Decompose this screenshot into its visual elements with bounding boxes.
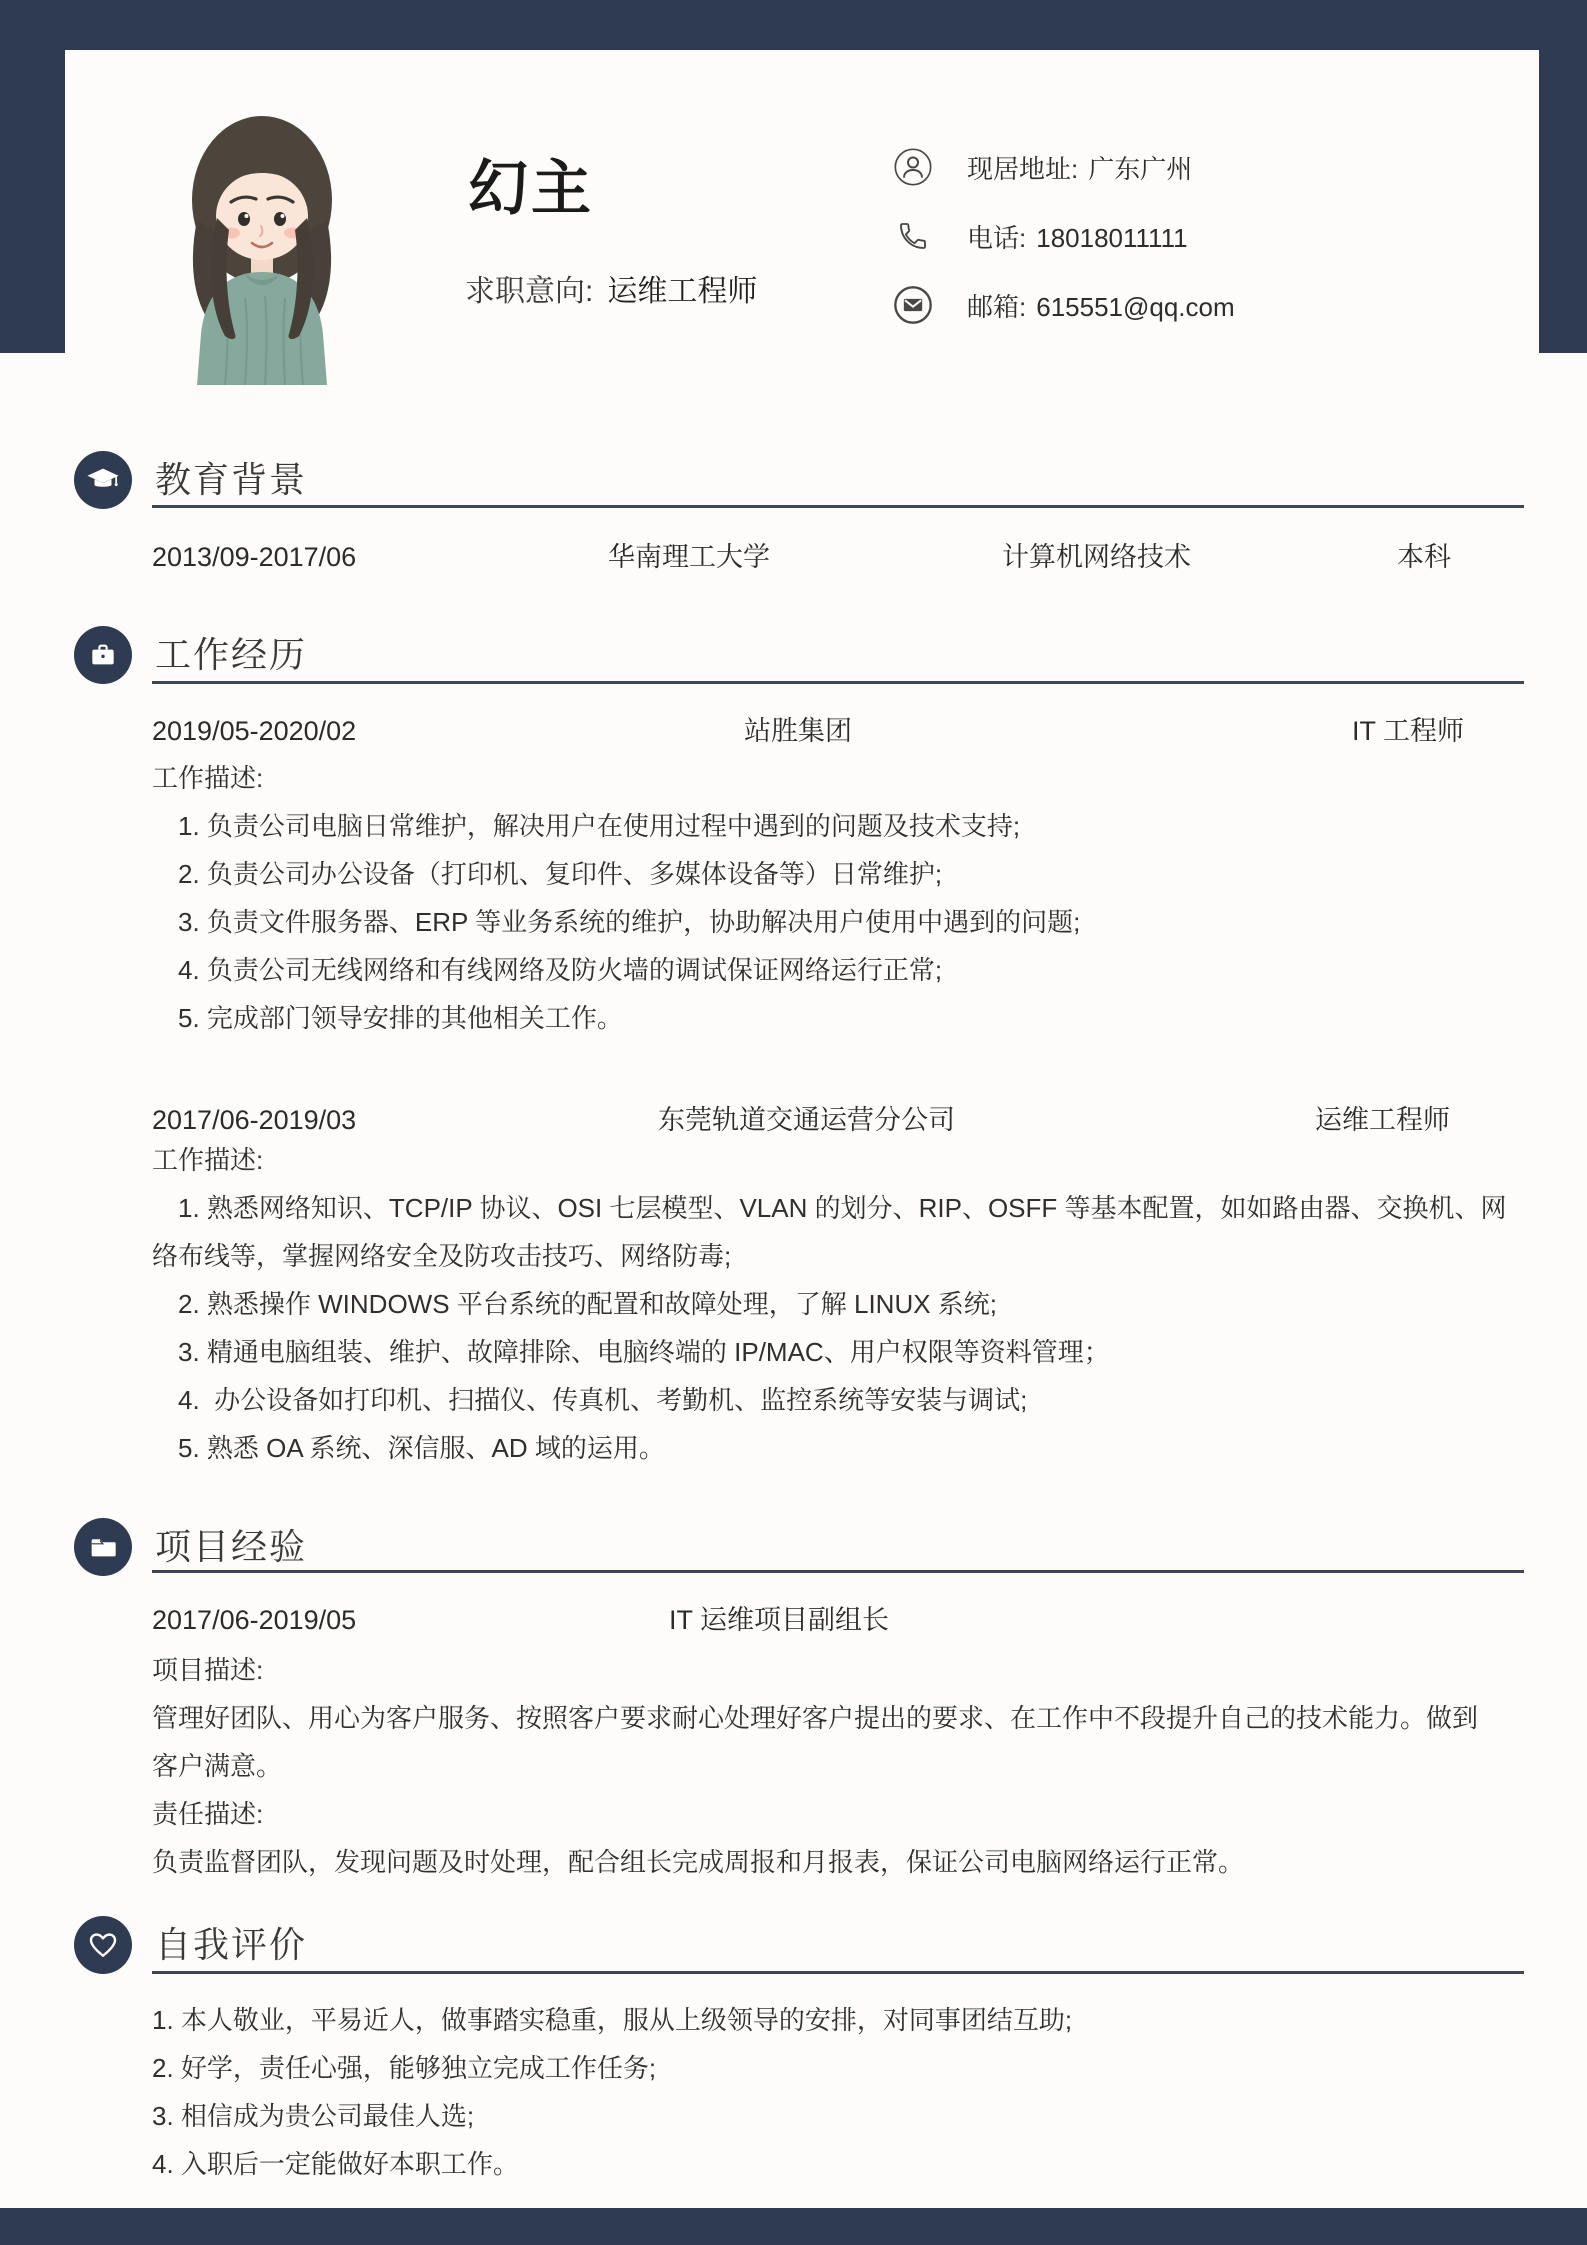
self-eval-divider bbox=[152, 1971, 1524, 1974]
briefcase-icon bbox=[87, 639, 119, 671]
avatar bbox=[167, 100, 357, 385]
list-item: 5. 完成部门领导安排的其他相关工作。 bbox=[178, 1003, 623, 1033]
work-divider bbox=[152, 681, 1524, 684]
email-value: 615551@qq.com bbox=[1036, 291, 1235, 322]
education-section-icon bbox=[74, 451, 132, 509]
work-entry-1-header bbox=[152, 717, 1524, 745]
work-entry-2-header bbox=[152, 1106, 1524, 1134]
work-section-title: 工作经历 bbox=[155, 634, 308, 675]
list-item: 4. 负责公司无线网络和有线网络及防火墙的调试保证网络运行正常; bbox=[178, 955, 943, 985]
education-divider bbox=[152, 505, 1524, 508]
work-entry-2-body bbox=[152, 1136, 1524, 1472]
list-item: 1. 本人敬业，平易近人，做事踏实稳重，服从上级领导的安排，对同事团结互助; bbox=[152, 2005, 1073, 2035]
email-text bbox=[967, 287, 1235, 324]
phone-label: 电话: bbox=[967, 222, 1027, 253]
graduation-cap-icon bbox=[86, 463, 120, 497]
list-item: 3. 相信成为贵公司最佳人选; bbox=[152, 2101, 475, 2131]
education-degree: 本科 bbox=[1397, 542, 1451, 572]
job-intention-label: 求职意向: bbox=[465, 275, 594, 308]
job-intention bbox=[465, 272, 757, 312]
list-item: 3. 精通电脑组装、维护、故障排除、电脑终端的 IP/MAC、用户权限等资料管理； bbox=[178, 1337, 1110, 1367]
list-item: 1. 负责公司电脑日常维护，解决用户在使用过程中遇到的问题及技术支持; bbox=[178, 811, 1021, 841]
avatar-illustration bbox=[167, 100, 357, 385]
project-section-title: 项目经验 bbox=[155, 1526, 308, 1567]
education-major: 计算机网络技术 bbox=[1002, 542, 1191, 572]
contact-row-email bbox=[893, 285, 1453, 325]
work-entry-1-desc-label: 工作描述: bbox=[152, 763, 264, 793]
project-body bbox=[152, 1646, 1524, 1886]
top-band bbox=[0, 0, 1587, 50]
phone-value: 18018011111 bbox=[1036, 222, 1188, 253]
self-eval-section-title: 自我评价 bbox=[155, 1924, 308, 1965]
work-entry-1-role: IT 工程师 bbox=[1352, 716, 1465, 746]
project-resp-label: 责任描述: bbox=[152, 1799, 264, 1829]
list-item: 2. 好学，责任心强，能够独立完成工作任务; bbox=[152, 2053, 657, 2083]
project-divider bbox=[152, 1570, 1524, 1573]
work-entry-1-company: 站胜集团 bbox=[744, 716, 852, 746]
work-entry-2-period: 2017/06-2019/03 bbox=[152, 1105, 357, 1135]
project-desc-label: 项目描述: bbox=[152, 1655, 264, 1685]
contact-row-address bbox=[893, 147, 1453, 187]
list-item: 1. 熟悉网络知识、TCP/IP 协议、OSI 七层模型、VLAN 的划分、RIP、OSFF 等基本配置，如如路由器、交换机、网络布线等，掌握网络安全及防攻击技巧、网络防毒; bbox=[152, 1193, 1507, 1271]
heart-icon bbox=[87, 1929, 119, 1961]
folder-icon bbox=[87, 1531, 119, 1563]
top-left-corner-block bbox=[0, 0, 65, 353]
list-item: 5. 熟悉 OA 系统、深信服、AD 域的运用。 bbox=[178, 1433, 665, 1463]
project-entry-header bbox=[152, 1606, 1524, 1634]
top-right-corner-block bbox=[1539, 0, 1587, 353]
phone-icon bbox=[893, 216, 933, 256]
project-role: IT 运维项目副组长 bbox=[669, 1605, 890, 1635]
list-item: 3. 负责文件服务器、ERP 等业务系统的维护，协助解决用户使用中遇到的问题; bbox=[178, 907, 1081, 937]
list-item: 4. 办公设备如打印机、扫描仪、传真机、考勤机、监控系统等安装与调试; bbox=[178, 1385, 1028, 1415]
candidate-name: 幻主 bbox=[468, 155, 594, 222]
education-period: 2013/09-2017/06 bbox=[152, 542, 357, 572]
address-text bbox=[967, 149, 1192, 186]
footer-band bbox=[0, 2208, 1587, 2245]
contact-row-phone bbox=[893, 216, 1453, 256]
project-resp: 负责监督团队，发现问题及时处理，配合组长完成周报和月报表，保证公司电脑网络运行正常。 bbox=[152, 1847, 1245, 1877]
work-entry-1-body bbox=[152, 754, 1524, 1042]
project-period: 2017/06-2019/05 bbox=[152, 1605, 357, 1635]
mail-icon bbox=[893, 285, 933, 325]
self-eval-section-icon bbox=[74, 1916, 132, 1974]
work-entry-2-desc-label: 工作描述: bbox=[152, 1145, 264, 1175]
job-intention-value: 运维工程师 bbox=[607, 275, 758, 308]
list-item: 2. 负责公司办公设备（打印机、复印件、多媒体设备等）日常维护; bbox=[178, 859, 943, 889]
work-entry-2-role: 运维工程师 bbox=[1315, 1105, 1450, 1135]
self-eval-body bbox=[152, 1996, 1524, 2188]
education-section-title: 教育背景 bbox=[155, 459, 308, 500]
education-entry bbox=[152, 543, 1524, 571]
work-entry-1-period: 2019/05-2020/02 bbox=[152, 716, 357, 746]
email-label: 邮箱: bbox=[967, 291, 1027, 322]
list-item: 4. 入职后一定能做好本职工作。 bbox=[152, 2149, 519, 2179]
work-entry-2-company: 东莞轨道交通运营分公司 bbox=[658, 1105, 955, 1135]
list-item: 2. 熟悉操作 WINDOWS 平台系统的配置和故障处理，了解 LINUX 系统; bbox=[178, 1289, 998, 1319]
project-section-icon bbox=[74, 1518, 132, 1576]
address-label: 现居地址: bbox=[967, 153, 1079, 184]
education-school: 华南理工大学 bbox=[608, 542, 770, 572]
work-section-icon bbox=[74, 626, 132, 684]
person-icon bbox=[893, 147, 933, 187]
address-value: 广东广州 bbox=[1088, 153, 1193, 184]
project-desc: 管理好团队、用心为客户服务、按照客户要求耐心处理好客户提出的要求、在工作中不段提升自己的技术能力。做到客户满意。 bbox=[152, 1703, 1479, 1781]
phone-text bbox=[967, 218, 1188, 255]
